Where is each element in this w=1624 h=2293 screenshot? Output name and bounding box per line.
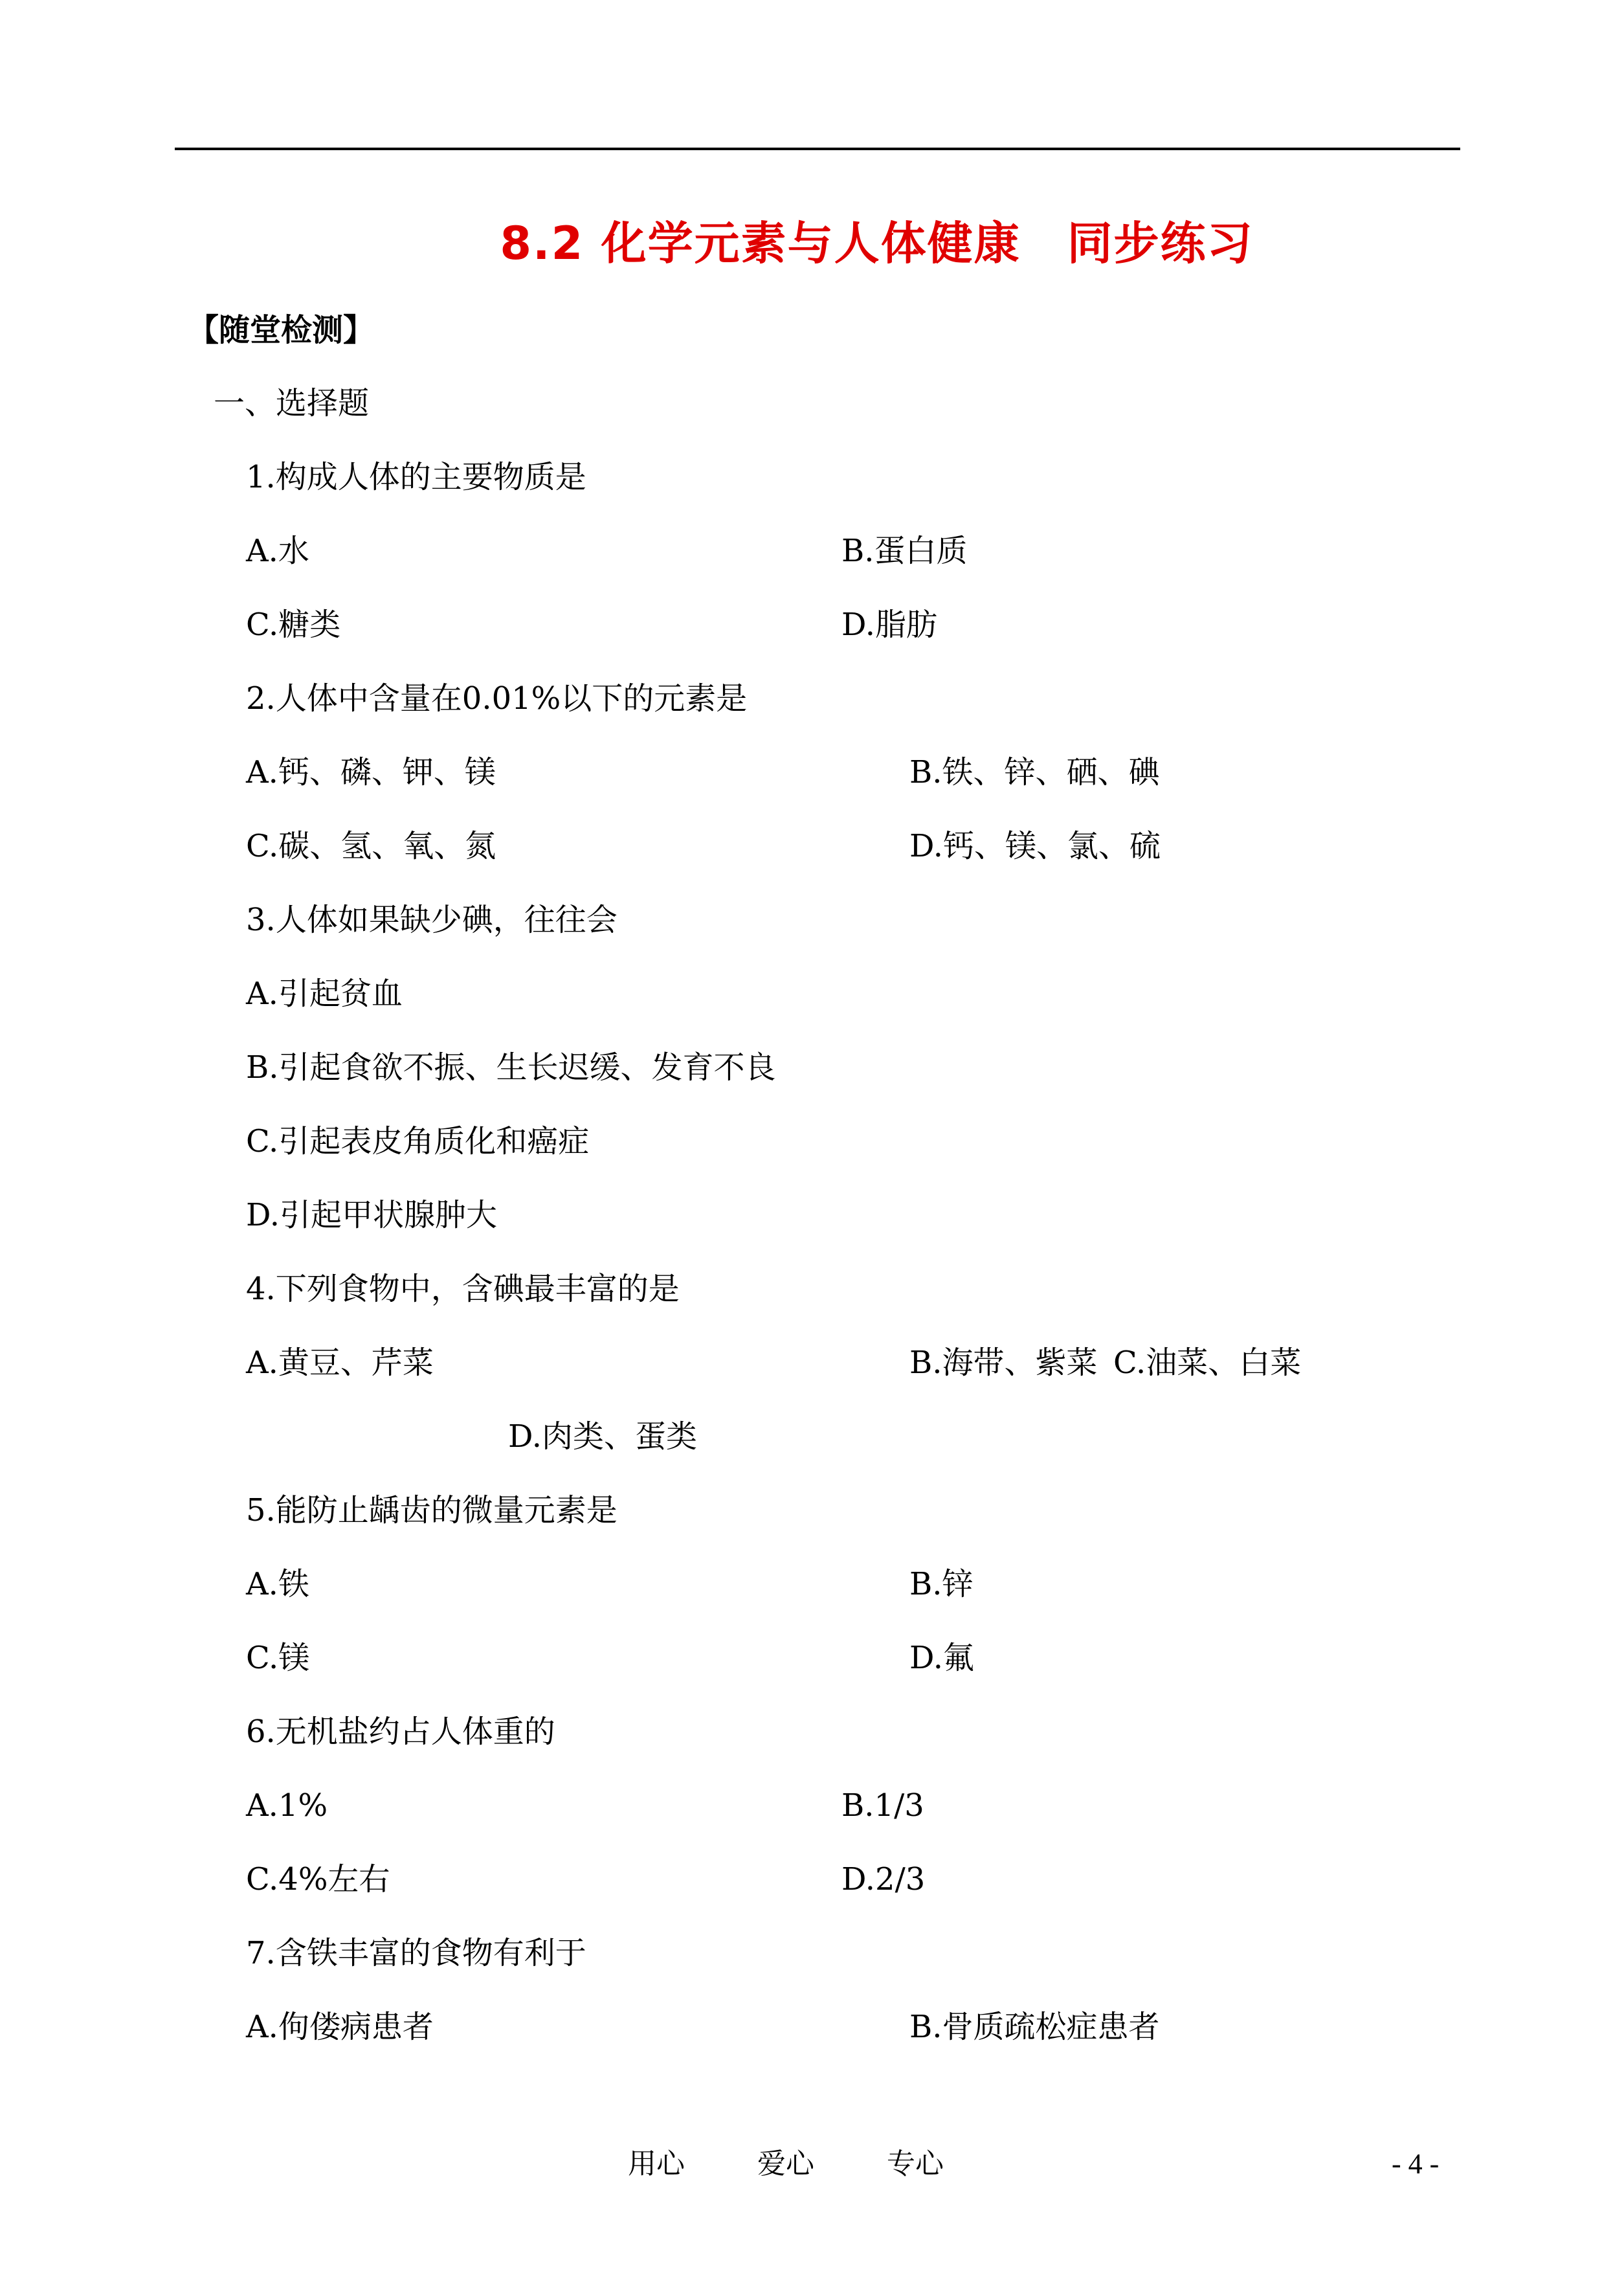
q3-option-c: C.引起表皮角质化和癌症: [246, 1123, 590, 1159]
page-title: 8.2 化学元素与人体健康 同步练习: [500, 217, 1254, 270]
question-4-stem: 4.下列食物中，含碘最丰富的是: [246, 1271, 680, 1307]
q2-option-a: A.钙、磷、钾、镁: [246, 754, 496, 790]
question-1-stem: 1.构成人体的主要物质是: [246, 459, 586, 495]
part-heading: 一、选择题: [214, 385, 370, 421]
q4-option-c: C.油菜、白菜: [1113, 1345, 1302, 1381]
q3-option-d: D.引起甲状腺肿大: [246, 1197, 498, 1233]
q4-option-b: B.海带、紫菜: [909, 1345, 1098, 1381]
page-number: - 4 -: [1392, 2148, 1440, 2180]
q1-option-b: B.蛋白质: [841, 533, 968, 569]
q3-option-a: A.引起贫血: [246, 976, 403, 1012]
q4-option-a: A.黄豆、芹菜: [246, 1345, 434, 1381]
q3-option-b: B.引起食欲不振、生长迟缓、发育不良: [246, 1049, 776, 1086]
q1-option-d: D.脂肪: [841, 607, 938, 643]
q1-option-c: C.糖类: [246, 607, 341, 643]
q6-option-a: A.1%: [246, 1787, 328, 1824]
header-rule: [175, 148, 1460, 150]
q5-option-d: D.氟: [909, 1640, 975, 1676]
q2-option-d: D.钙、镁、氯、硫: [909, 828, 1161, 864]
q5-option-b: B.锌: [909, 1566, 973, 1602]
q5-option-a: A.铁: [246, 1566, 309, 1602]
footer-slogan-1: 用心: [628, 2147, 685, 2180]
question-7-stem: 7.含铁丰富的食物有利于: [246, 1935, 586, 1971]
q7-option-b: B.骨质疏松症患者: [909, 2009, 1160, 2045]
section-heading: 【随堂检测】: [188, 312, 375, 348]
question-6-stem: 6.无机盐约占人体重的: [246, 1714, 555, 1750]
footer-slogan-2: 爱心: [757, 2147, 814, 2180]
q5-option-c: C.镁: [246, 1640, 310, 1676]
q2-option-b: B.铁、锌、硒、碘: [909, 754, 1160, 790]
question-3-stem: 3.人体如果缺少碘，往往会: [246, 902, 617, 938]
q6-option-d: D.2/3: [841, 1861, 926, 1897]
question-5-stem: 5.能防止龋齿的微量元素是: [246, 1492, 617, 1528]
q7-option-a: A.佝偻病患者: [246, 2009, 434, 2045]
q6-option-c: C.4%左右: [246, 1861, 390, 1897]
q2-option-c: C.碳、氢、氧、氮: [246, 828, 496, 864]
footer-slogan-3: 专心: [887, 2147, 944, 2180]
q6-option-b: B.1/3: [841, 1787, 924, 1824]
q1-option-a: A.水: [246, 533, 309, 569]
question-2-stem: 2.人体中含量在0.01%以下的元素是: [246, 680, 748, 717]
q4-option-d: D.肉类、蛋类: [508, 1418, 698, 1455]
